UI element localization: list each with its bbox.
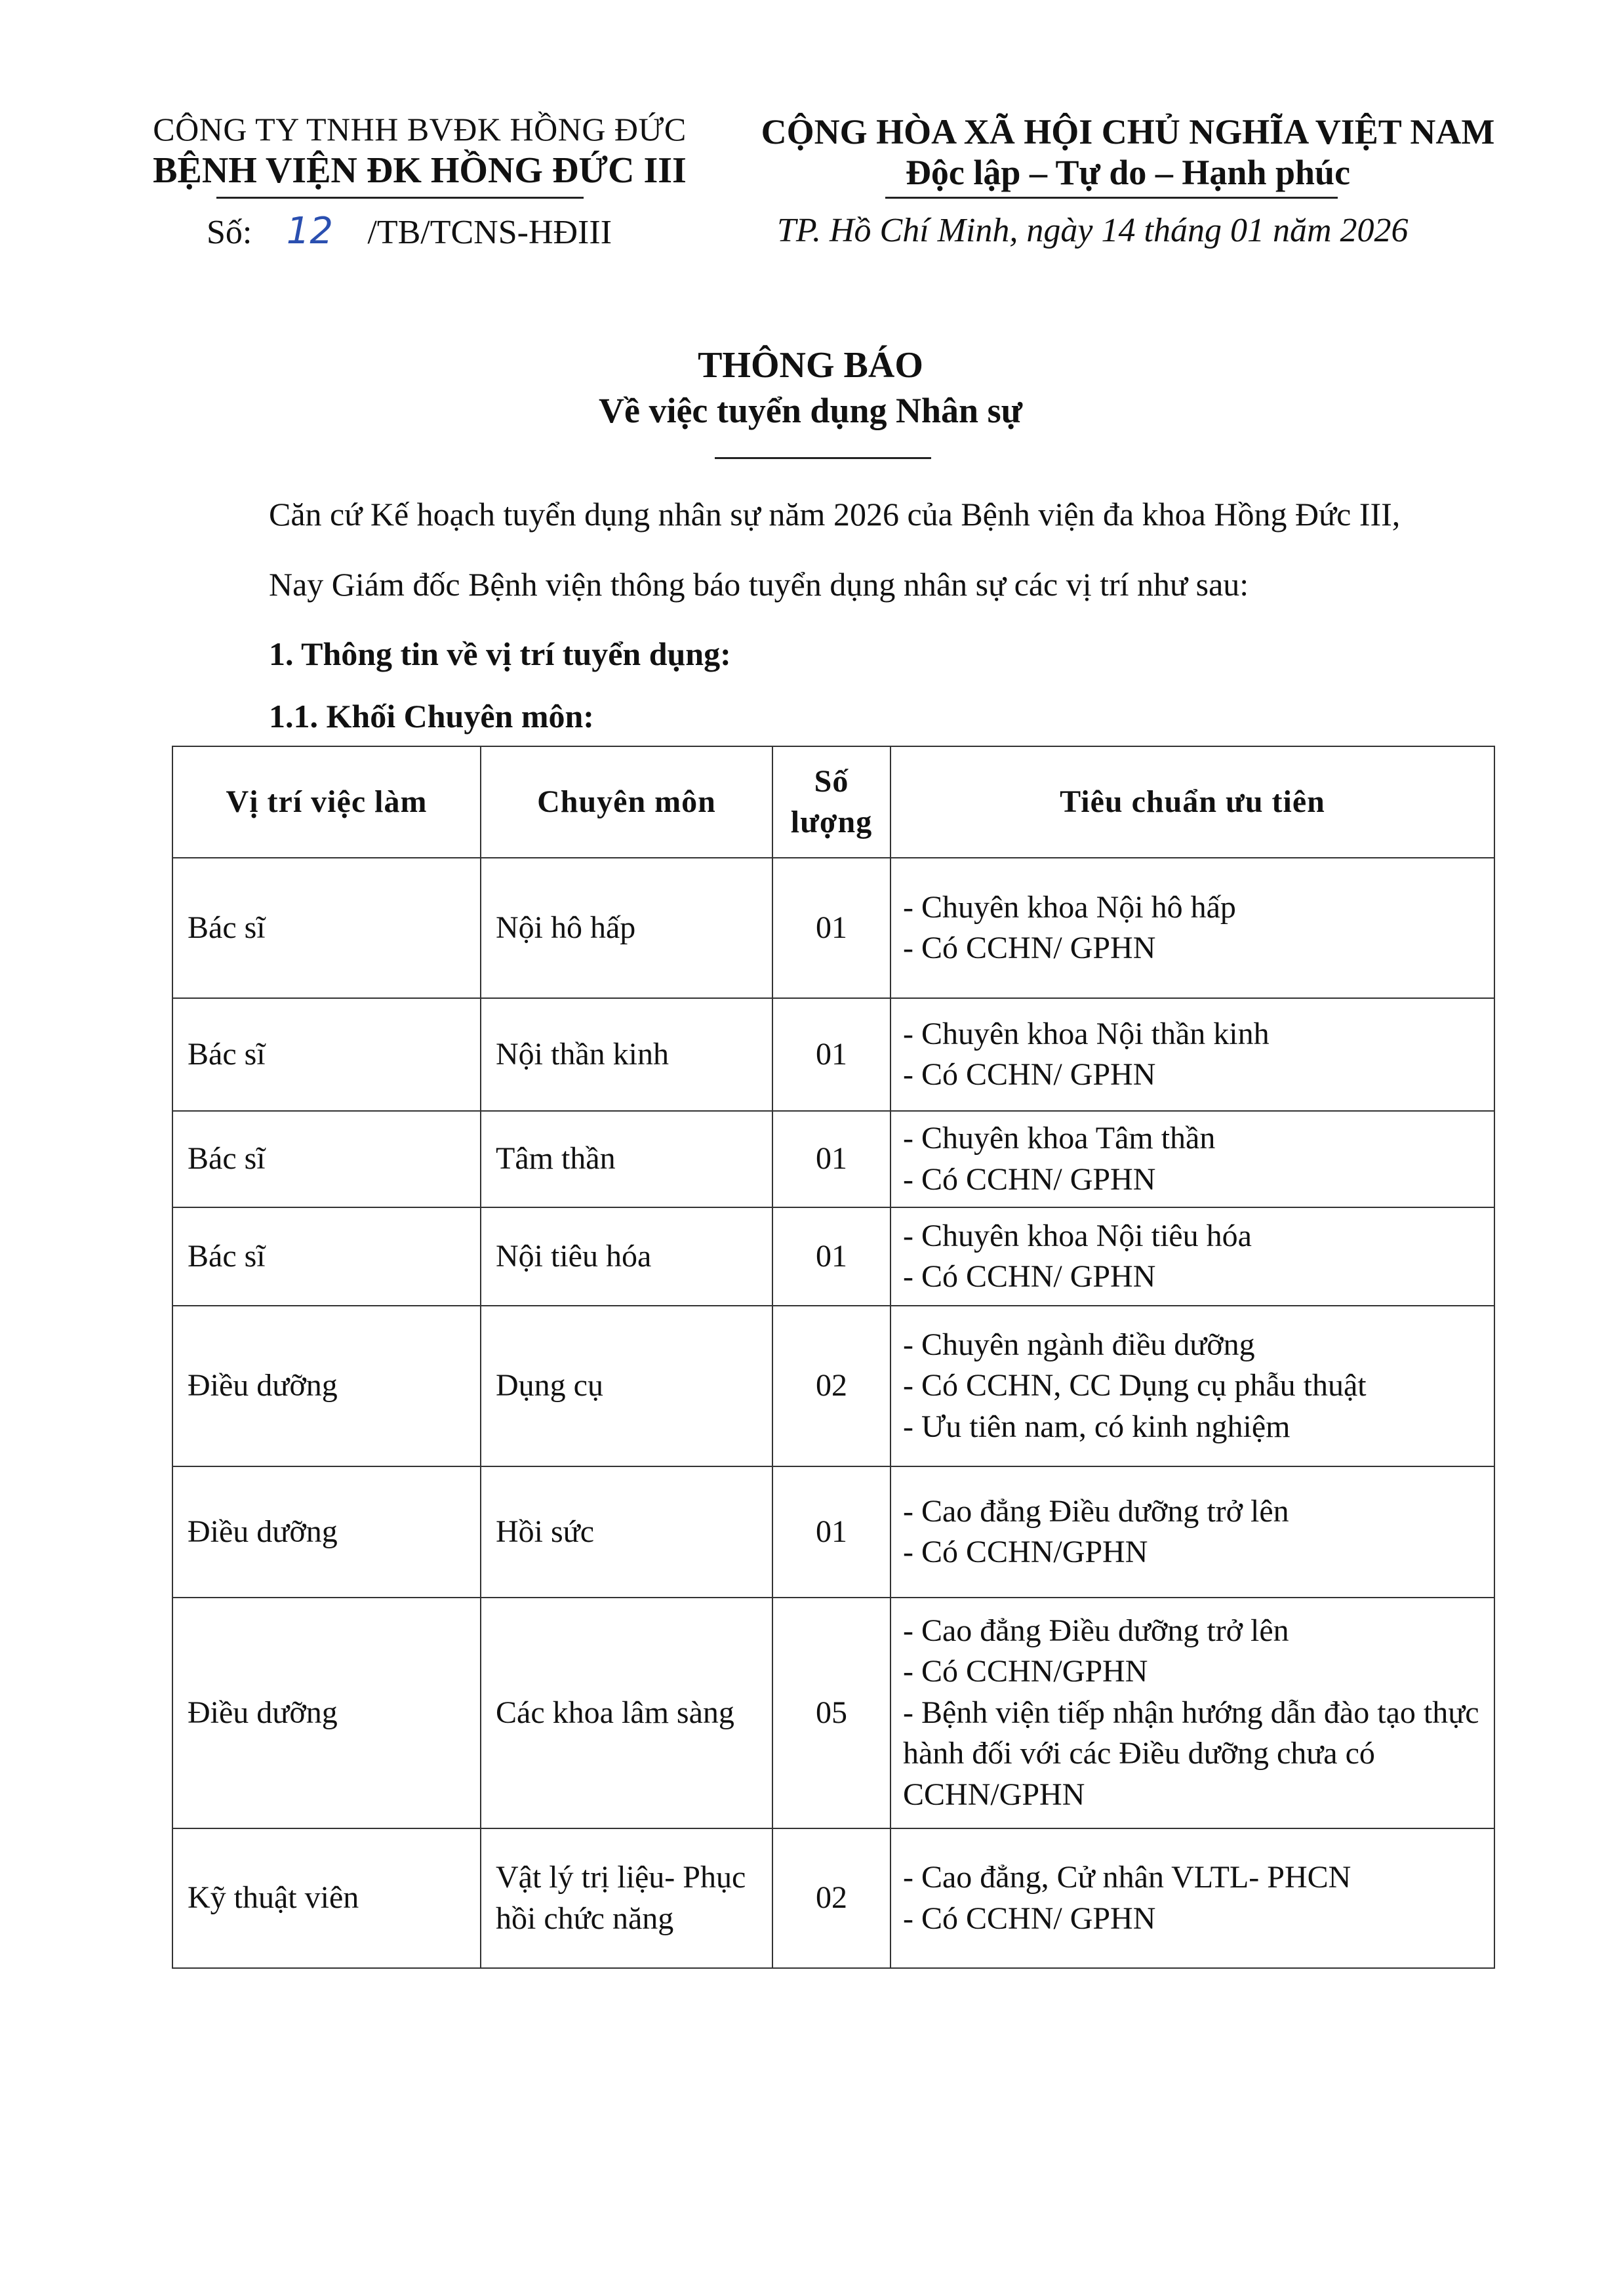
table-row — [172, 858, 1494, 998]
cell-specialty: Nội hô hấp — [481, 858, 772, 998]
cell-position: Bác sĩ — [172, 998, 481, 1111]
cell-quantity: 01 — [772, 1111, 891, 1207]
cell-criteria — [891, 858, 1494, 998]
cell-criteria — [891, 1466, 1494, 1598]
criteria-line: - Chuyên khoa Nội thần kinh — [903, 1016, 1270, 1051]
header-criteria: Tiêu chuẩn ưu tiên — [891, 746, 1494, 858]
table-row — [172, 1111, 1494, 1207]
table-row — [172, 998, 1494, 1111]
cell-specialty: Vật lý trị liệu- Phục hồi chức năng — [481, 1828, 772, 1968]
company-name: CÔNG TY TNHH BVĐK HỒNG ĐỨC — [153, 111, 687, 148]
paragraph-announcement: Nay Giám đốc Bệnh viện thông báo tuyển dụng nhân sự các vị trí như sau: — [269, 566, 1249, 603]
cell-specialty: Dụng cụ — [481, 1306, 772, 1466]
criteria-line: - Có CCHN, CC Dụng cụ phẫu thuật — [903, 1368, 1367, 1403]
number-prefix: Số: — [207, 214, 252, 251]
criteria-line: - Chuyên khoa Nội tiêu hóa — [903, 1218, 1252, 1253]
cell-quantity: 02 — [772, 1828, 891, 1968]
section-heading-1-1: 1.1. Khối Chuyên môn: — [269, 698, 594, 735]
table-row — [172, 1598, 1494, 1828]
header-quantity-line2: lượng — [790, 805, 873, 839]
criteria-line: - Có CCHN/GPHN — [903, 1654, 1148, 1689]
criteria-line: - Có CCHN/ GPHN — [903, 1259, 1156, 1294]
motto-underline — [885, 197, 1338, 199]
cell-position: Kỹ thuật viên — [172, 1828, 481, 1968]
cell-criteria — [891, 1207, 1494, 1306]
cell-quantity: 01 — [772, 998, 891, 1111]
issue-date: TP. Hồ Chí Minh, ngày 14 tháng 01 năm 2026 — [777, 212, 1409, 249]
cell-criteria — [891, 1111, 1494, 1207]
hospital-underline — [216, 197, 584, 199]
header-quantity-line1: Số — [814, 763, 849, 799]
criteria-line: - Cao đẳng Điều dưỡng trở lên — [903, 1613, 1289, 1649]
header-specialty: Chuyên môn — [481, 746, 772, 858]
criteria-line: - Có CCHN/ GPHN — [903, 1901, 1156, 1936]
criteria-line: - Có CCHN/ GPHN — [903, 1057, 1156, 1092]
republic-title: CỘNG HÒA XÃ HỘI CHỦ NGHĨA VIỆT NAM — [761, 112, 1495, 151]
document-title: THÔNG BÁO — [698, 345, 923, 386]
criteria-line: - Ưu tiên nam, có kinh nghiệm — [903, 1409, 1291, 1444]
cell-specialty: Hồi sức — [481, 1466, 772, 1598]
header-quantity — [772, 746, 891, 858]
cell-position: Điều dưỡng — [172, 1598, 481, 1828]
cell-position: Bác sĩ — [172, 1207, 481, 1306]
document-number — [207, 210, 612, 252]
cell-specialty: Nội thần kinh — [481, 998, 772, 1111]
criteria-line: - Bệnh viện tiếp nhận hướng dẫn đào tạo thực hành đối với các Điều dưỡng chưa có CCHN/GPHN — [903, 1695, 1479, 1812]
cell-position: Bác sĩ — [172, 1111, 481, 1207]
cell-quantity: 05 — [772, 1598, 891, 1828]
cell-criteria — [891, 1828, 1494, 1968]
criteria-line: - Có CCHN/GPHN — [903, 1535, 1148, 1569]
handwritten-number: 12 — [286, 210, 333, 252]
title-underline — [715, 457, 931, 459]
number-suffix: /TB/TCNS-HĐIII — [367, 214, 612, 251]
cell-position: Điều dưỡng — [172, 1466, 481, 1598]
cell-quantity: 01 — [772, 1207, 891, 1306]
table-row — [172, 1306, 1494, 1466]
criteria-line: - Chuyên khoa Nội hô hấp — [903, 889, 1236, 925]
national-motto: Độc lập – Tự do – Hạnh phúc — [905, 153, 1351, 192]
criteria-line: - Có CCHN/ GPHN — [903, 931, 1156, 965]
table-row — [172, 1207, 1494, 1306]
hospital-name: BỆNH VIỆN ĐK HỒNG ĐỨC III — [153, 150, 687, 191]
cell-criteria — [891, 1598, 1494, 1828]
recruitment-table — [172, 746, 1495, 1969]
cell-position: Bác sĩ — [172, 858, 481, 998]
cell-quantity: 02 — [772, 1306, 891, 1466]
cell-quantity: 01 — [772, 1466, 891, 1598]
cell-quantity: 01 — [772, 858, 891, 998]
criteria-line: - Chuyên ngành điều dưỡng — [903, 1327, 1255, 1362]
criteria-line: - Cao đẳng, Cử nhân VLTL- PHCN — [903, 1860, 1351, 1895]
criteria-line: - Chuyên khoa Tâm thần — [903, 1121, 1216, 1156]
section-heading-1: 1. Thông tin về vị trí tuyển dụng: — [269, 635, 731, 672]
criteria-line: - Cao đẳng Điều dưỡng trở lên — [903, 1493, 1289, 1529]
document-subtitle: Về việc tuyển dụng Nhân sự — [599, 391, 1022, 430]
table-row — [172, 1466, 1494, 1598]
table-row — [172, 1828, 1494, 1968]
header-position: Vị trí việc làm — [172, 746, 481, 858]
cell-position: Điều dưỡng — [172, 1306, 481, 1466]
cell-specialty: Các khoa lâm sàng — [481, 1598, 772, 1828]
cell-criteria — [891, 998, 1494, 1111]
paragraph-basis: Căn cứ Kế hoạch tuyển dụng nhân sự năm 2026 của Bệnh viện đa khoa Hồng Đức III, — [269, 496, 1401, 533]
table-header-row — [172, 746, 1494, 858]
cell-specialty: Nội tiêu hóa — [481, 1207, 772, 1306]
cell-criteria — [891, 1306, 1494, 1466]
cell-specialty: Tâm thần — [481, 1111, 772, 1207]
criteria-line: - Có CCHN/ GPHN — [903, 1161, 1156, 1197]
